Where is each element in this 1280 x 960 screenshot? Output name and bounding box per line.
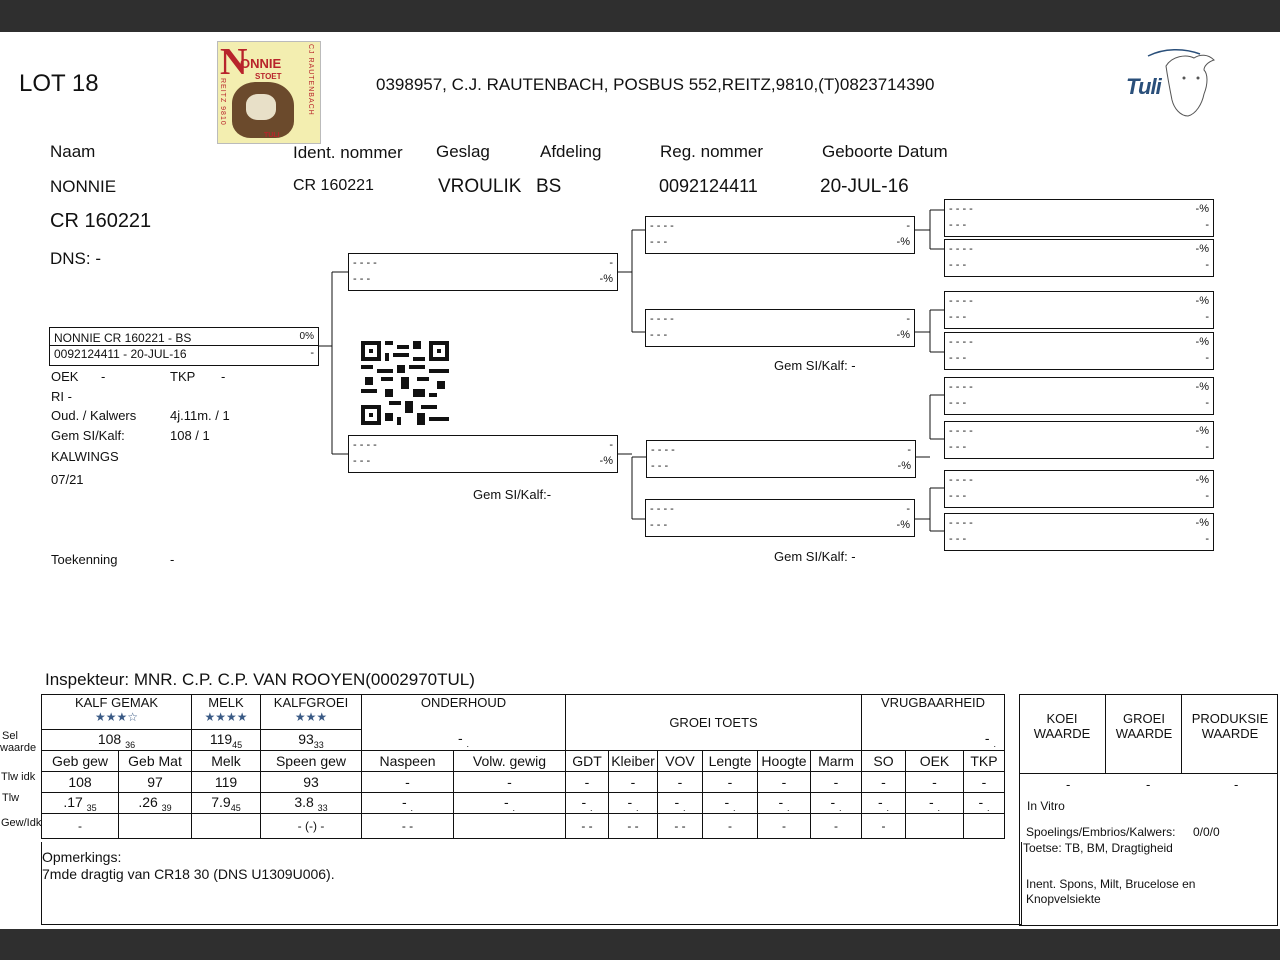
sel-kalfgroei: $93_{33}$ xyxy=(261,730,362,751)
koei-value: - xyxy=(1066,777,1071,792)
tuli-logo: Tuli xyxy=(1108,44,1220,128)
label-tlw-idk: Tlw idk xyxy=(1,771,36,783)
sel-kalfgemak: 108 $_{36}$ xyxy=(42,730,192,751)
qr-code-icon xyxy=(361,341,449,425)
stars-melk: ★★★★ xyxy=(204,710,248,724)
pedigree-gen2-2: - - - - - - - - -% xyxy=(645,309,915,347)
header-naam: Naam xyxy=(50,142,96,161)
toekenning-value: - xyxy=(170,552,175,567)
lot-number: LOT 18 xyxy=(19,70,99,97)
oud-label: Oud. / Kalwers xyxy=(51,408,137,423)
in-vitro: In Vitro xyxy=(1027,799,1065,813)
inent: Inent. Spons, Milt, Brucelose en Knopvelsiekte xyxy=(1026,877,1196,906)
dns: DNS: - xyxy=(50,249,101,268)
pedigree-gen3-8: - - - - -% - - - - xyxy=(944,513,1214,551)
pedigree-gen3-1: - - - - -% - - - - xyxy=(944,199,1214,237)
pedigree-dam: - - - - - - - - -% xyxy=(348,435,618,473)
produksie-value: - xyxy=(1234,777,1239,792)
row-tlw-idk: 108 97 119 93 - - - - - - - - - - - xyxy=(42,772,1005,793)
stud-logo: N ONNIE STOET REITZ 9810 CJ RAUTENBACH TULI xyxy=(217,41,321,144)
gem-label: Gem SI/Kalf: xyxy=(51,428,125,443)
sel-onderhoud: - $_.$ xyxy=(362,730,566,751)
oud-value: 4j.11m. / 1 xyxy=(170,408,230,423)
group-kalfgemak: KALF GEMAK ★★★☆ xyxy=(42,695,192,730)
group-groei-toets: GROEI TOETS xyxy=(566,695,862,751)
value-geslag: VROULIK xyxy=(438,176,522,197)
oek-label: OEK xyxy=(51,369,79,384)
kalwings-date: 07/21 xyxy=(51,472,84,487)
pedigree-gen3-6: - - - - -% - - - - xyxy=(944,421,1214,459)
gem-si-kalf-1: Gem SI/Kalf: - xyxy=(774,358,856,373)
oek-value: - xyxy=(101,369,106,384)
header-reg: Reg. nommer xyxy=(660,142,763,161)
id-large: CR 160221 xyxy=(50,210,152,232)
header-ident: Ident. nommer xyxy=(293,143,403,162)
gem-si-kalf-2: Gem SI/Kalf:- xyxy=(473,487,552,502)
pedigree-gen2-1: - - - - - - - - -% xyxy=(645,216,915,254)
inspector: Inspekteur: MNR. C.P. C.P. VAN ROOYEN(0002970TUL) xyxy=(45,670,475,689)
kalwings: KALWINGS xyxy=(51,449,119,464)
sel-melk: $119_{45}$ xyxy=(192,730,261,751)
value-summary xyxy=(1019,694,1278,926)
pedigree-gen3-3: - - - - -% - - - - xyxy=(944,291,1214,329)
tkp-value: - xyxy=(221,369,226,384)
column-headers: Geb gew Geb Mat Melk Speen gew Naspeen Volw. gewig GDT Kleiber VOV Lengte Hoogte Marm SO OEK TKP xyxy=(42,751,1005,772)
tkp-label: TKP xyxy=(170,369,196,384)
stars-kalfgroei: ★★★ xyxy=(294,710,328,724)
header-geboorte: Geboorte Datum xyxy=(822,142,948,161)
value-afdeling: BS xyxy=(536,176,562,197)
ri: RI - xyxy=(51,389,72,404)
toetse: Toetse: TB, BM, Dragtigheid xyxy=(1023,841,1173,855)
performance-table xyxy=(41,694,1005,839)
group-kalfgroei: KALFGROEI ★★★ xyxy=(261,695,362,730)
pedigree-gen2-4: - - - - - - - - -% xyxy=(645,499,915,537)
value-reg: 0092124411 xyxy=(659,176,758,196)
pedigree-sire: - - - - - - - - -% xyxy=(348,253,618,291)
pedigree-gen3-7: - - - - -% - - - - xyxy=(944,470,1214,508)
groei-value: - xyxy=(1146,777,1151,792)
pedigree-gen3-4: - - - - -% - - - - xyxy=(944,332,1214,370)
row-gew-idk: - - (-) - - - - - - - - - - - - - xyxy=(42,814,1005,839)
owner-info: 0398957, C.J. RAUTENBACH, POSBUS 552,REITZ,9810,(T)0823714390 xyxy=(376,75,935,94)
gem-value: 108 / 1 xyxy=(170,428,210,443)
remarks-text: 7mde dragtig van CR18 30 (DNS U1309U006). xyxy=(42,866,335,882)
remarks-box xyxy=(41,842,1022,925)
pedigree-gen2-3: - - - - - - - - -% xyxy=(646,440,916,478)
row-tlw: .17 $_{35}$ .26 $_{39}$ $7.9_{45}$ 3.8 $_{33}$ - $_.$ - $_.$ - $_.$ - $_.$ - $_.$ - $_.$ - $_.$ - $_.$ - $_.$ - $_.$ - $_.$ xyxy=(42,793,1005,814)
spoelings-value: 0/0/0 xyxy=(1193,825,1220,839)
group-melk: MELK ★★★★ xyxy=(192,695,261,730)
header-afdeling: Afdeling xyxy=(540,142,602,161)
label-waarde: waarde xyxy=(0,742,37,754)
value-ident: CR 160221 xyxy=(293,177,374,194)
value-geboorte: 20-JUL-16 xyxy=(820,176,909,197)
groei-waarde: GROEI WAARDE xyxy=(1106,695,1182,774)
label-gew-idk: Gew/Idk xyxy=(1,817,42,829)
label-tlw: Tlw xyxy=(2,792,20,804)
pedigree-gen3-2: - - - - -% - - - - xyxy=(944,239,1214,277)
produksie-waarde: PRODUKSIE WAARDE xyxy=(1182,695,1277,774)
header-geslag: Geslag xyxy=(436,142,490,161)
gem-si-kalf-3: Gem SI/Kalf: - xyxy=(774,549,856,564)
value-naam: NONNIE xyxy=(50,177,117,196)
koei-waarde: KOEI WAARDE xyxy=(1020,695,1106,774)
spoelings-label: Spoelings/Embrios/Kalwers: xyxy=(1026,825,1176,839)
sel-vrug: - $_.$ xyxy=(862,730,1005,751)
stars-kalfgemak: ★★★☆ xyxy=(94,710,139,724)
label-sel: Sel xyxy=(2,730,18,742)
group-onderhoud: ONDERHOUD xyxy=(362,695,566,730)
animal-box: NONNIE CR 160221 - BS 0% 0092124411 - 20-JUL-16 - xyxy=(49,327,319,366)
pedigree-gen3-5: - - - - -% - - - - xyxy=(944,377,1214,415)
group-vrugbaarheid: VRUGBAARHEID xyxy=(862,695,1005,730)
remarks-label: Opmerkings: xyxy=(42,849,122,865)
lot-card xyxy=(0,32,1280,929)
toekenning-label: Toekenning xyxy=(51,552,118,567)
